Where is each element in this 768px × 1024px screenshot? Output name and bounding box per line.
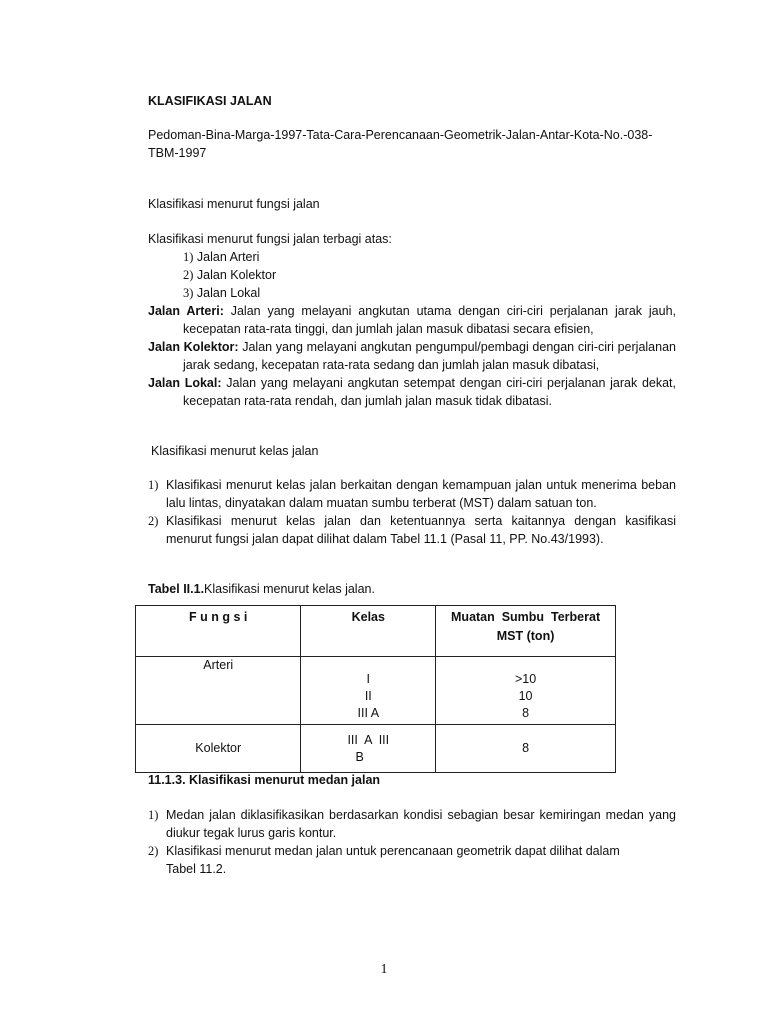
cell-muatan: >10 10 8 <box>436 657 616 725</box>
list-item: 2) Jalan Kolektor <box>183 268 277 282</box>
list-number: 1) <box>148 808 159 822</box>
list-item-cont: lalu lintas, dinyatakan dalam muatan sumbu terberat (MST) dalam satuan ton. <box>166 496 597 510</box>
section-heading-medan: 11.1.3. Klasifikasi menurut medan jalan <box>148 773 381 787</box>
table-caption: Tabel II.1.Klasifikasi menurut kelas jalan. <box>148 582 375 596</box>
page-number: 1 <box>380 962 388 977</box>
list-item: Klasifikasi menurut medan jalan untuk perencanaan geometrik dapat dilihat dalam <box>166 844 620 858</box>
cell-kelas: III A III B <box>301 725 436 773</box>
header-kelas: Kelas <box>301 606 436 657</box>
document-title: KLASIFIKASI JALAN <box>148 94 272 108</box>
definition-lokal: Jalan Lokal: Jalan yang melayani angkutan setempat dengan ciri-ciri perjalanan jarak dekat, <box>148 376 677 390</box>
list-item-cont: menurut fungsi jalan dapat dilihat dalam Tabel 11.1 (Pasal 11, PP. No.43/1993). <box>166 532 604 546</box>
section-heading-kelas: Klasifikasi menurut kelas jalan <box>151 444 319 458</box>
definition-kolektor-cont: jarak sedang, kecepatan rata-rata sedang dan jumlah jalan masuk dibatasi, <box>183 358 600 372</box>
list-item: Klasifikasi menurut kelas jalan dan ketentuannya serta kaitannya dengan kasifikasi <box>166 514 676 528</box>
reference-line-1: Pedoman-Bina-Marga-1997-Tata-Cara-Perencanaan-Geometrik-Jalan-Antar-Kota-No.-038- <box>148 128 653 142</box>
table-row <box>136 725 616 773</box>
list-number: 2) <box>148 844 159 858</box>
cell-muatan: 8 <box>436 725 616 773</box>
list-item-cont: Tabel 11.2. <box>166 862 227 876</box>
table-header-row <box>136 606 616 657</box>
list-item: Klasifikasi menurut kelas jalan berkaitan dengan kemampuan jalan untuk menerima beban <box>166 478 676 492</box>
definition-arteri-cont: kecepatan rata-rata tinggi, dan jumlah jalan masuk dibatasi secara efisien, <box>183 322 594 336</box>
header-muatan: Muatan Sumbu Terberat MST (ton) <box>436 606 616 657</box>
table-row <box>136 657 616 725</box>
header-fungsi: F u n g s i <box>136 606 301 657</box>
cell-fungsi: Kolektor <box>136 725 301 773</box>
definition-kolektor: Jalan Kolektor: Jalan yang melayani angkutan pengumpul/pembagi dengan ciri-ciri perjalanan <box>148 340 676 354</box>
kelas-table <box>135 605 616 773</box>
section-heading-fungsi: Klasifikasi menurut fungsi jalan <box>148 197 320 211</box>
cell-kelas: I II III A <box>301 657 436 725</box>
reference-line-2: TBM-1997 <box>148 146 207 160</box>
list-item: 3) Jalan Lokal <box>183 286 261 300</box>
cell-fungsi: Arteri <box>136 657 301 725</box>
list-item: Medan jalan diklasifikasikan berdasarkan kondisi sebagian besar kemiringan medan yang <box>166 808 676 822</box>
list-number: 1) <box>148 478 159 492</box>
definition-arteri: Jalan Arteri: Jalan yang melayani angkutan utama dengan ciri-ciri perjalanan jarak jauh, <box>148 304 676 318</box>
list-item: 1) Jalan Arteri <box>183 250 260 264</box>
list-item-cont: diukur tegak lurus garis kontur. <box>166 826 337 840</box>
fungsi-intro: Klasifikasi menurut fungsi jalan terbagi atas: <box>148 232 392 246</box>
definition-lokal-cont: kecepatan rata-rata rendah, dan jumlah jalan masuk tidak dibatasi. <box>183 394 552 408</box>
list-number: 2) <box>148 514 159 528</box>
